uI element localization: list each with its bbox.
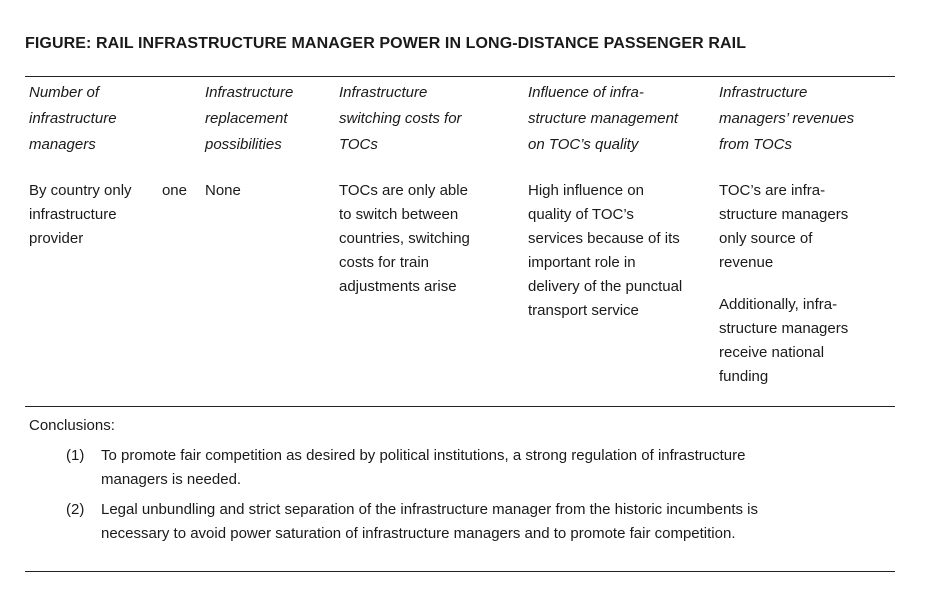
cell-line: countries, switching	[339, 230, 470, 247]
header-line: from TOCs	[719, 136, 793, 153]
table-bottom-rule	[25, 406, 895, 407]
conclusion-line: necessary to avoid power saturation of infrastructure managers and to promote fair competition.	[101, 525, 736, 542]
cell-line	[29, 179, 187, 203]
cell-revenues-from-tocs	[719, 179, 891, 389]
conclusion-line: Legal unbundling and strict separation of the infrastructure manager from the historic incumbents is	[101, 501, 759, 518]
cell-line: revenue	[719, 254, 774, 271]
page-bottom-rule	[25, 571, 895, 572]
header-line: infrastructure	[29, 110, 117, 127]
cell-line: adjustments arise	[339, 278, 457, 295]
header-line: managers	[29, 136, 96, 153]
cell-line: structure managers	[719, 206, 849, 223]
conclusion-line: managers is needed.	[101, 471, 242, 488]
cell-line: receive national	[719, 344, 825, 361]
cell-line: costs for train	[339, 254, 430, 271]
cell-line: only source of	[719, 230, 813, 247]
cell-line: transport service	[528, 302, 639, 319]
conclusion-text	[101, 498, 866, 546]
header-revenues-from-tocs	[719, 80, 891, 158]
figure-title: FIGURE: RAIL INFRASTRUCTURE MANAGER POWER IN LONG-DISTANCE PASSENGER RAIL	[25, 35, 747, 52]
cell-text: one	[161, 182, 187, 199]
cell-line: structure managers	[719, 320, 849, 337]
cell-line: infrastructure	[29, 206, 117, 223]
cell-line: funding	[719, 368, 769, 385]
header-influence-on-quality	[528, 80, 716, 158]
cell-line: provider	[29, 230, 84, 247]
header-line: Infrastructure	[719, 84, 808, 101]
header-line: Infrastructure	[205, 84, 294, 101]
conclusion-number: (2)	[66, 501, 85, 518]
cell-line: quality of TOC’s	[528, 206, 634, 223]
cell-line: Additionally, infra-	[719, 296, 838, 313]
header-line: replacement	[205, 110, 288, 127]
header-replacement-possibilities	[205, 80, 333, 158]
header-line: Number of	[29, 84, 100, 101]
paragraph-gap	[719, 275, 891, 293]
header-line: switching costs for	[339, 110, 462, 127]
conclusions-label: Conclusions:	[29, 417, 115, 434]
cell-line: TOCs are only able	[339, 182, 468, 199]
conclusion-number: (1)	[66, 447, 85, 464]
cell-line: to switch between	[339, 206, 459, 223]
cell-switching-costs	[339, 179, 524, 299]
cell-line: important role in	[528, 254, 636, 271]
cell-text: By country only	[29, 182, 132, 199]
conclusion-line: To promote fair competition as desired by political institutions, a strong regulation of infrastructure	[101, 447, 746, 464]
cell-line: High influence on	[528, 182, 644, 199]
conclusion-text	[101, 444, 866, 492]
table-top-rule	[25, 76, 895, 77]
header-number-of-managers	[29, 80, 199, 158]
cell-replacement-possibilities	[205, 179, 333, 203]
header-line: possibilities	[205, 136, 282, 153]
cell-line: None	[205, 182, 241, 199]
cell-line: TOC’s are infra-	[719, 182, 826, 199]
cell-line: services because of its	[528, 230, 680, 247]
header-line: on TOC’s quality	[528, 136, 639, 153]
header-line: structure management	[528, 110, 679, 127]
cell-influence-on-quality	[528, 179, 716, 323]
cell-line: delivery of the punctual	[528, 278, 683, 295]
header-switching-costs	[339, 80, 524, 158]
header-line: Infrastructure	[339, 84, 428, 101]
header-line: Influence of infra-	[528, 84, 644, 101]
header-line: TOCs	[339, 136, 378, 153]
header-line: managers’ revenues	[719, 110, 855, 127]
cell-number-of-managers	[29, 179, 199, 251]
